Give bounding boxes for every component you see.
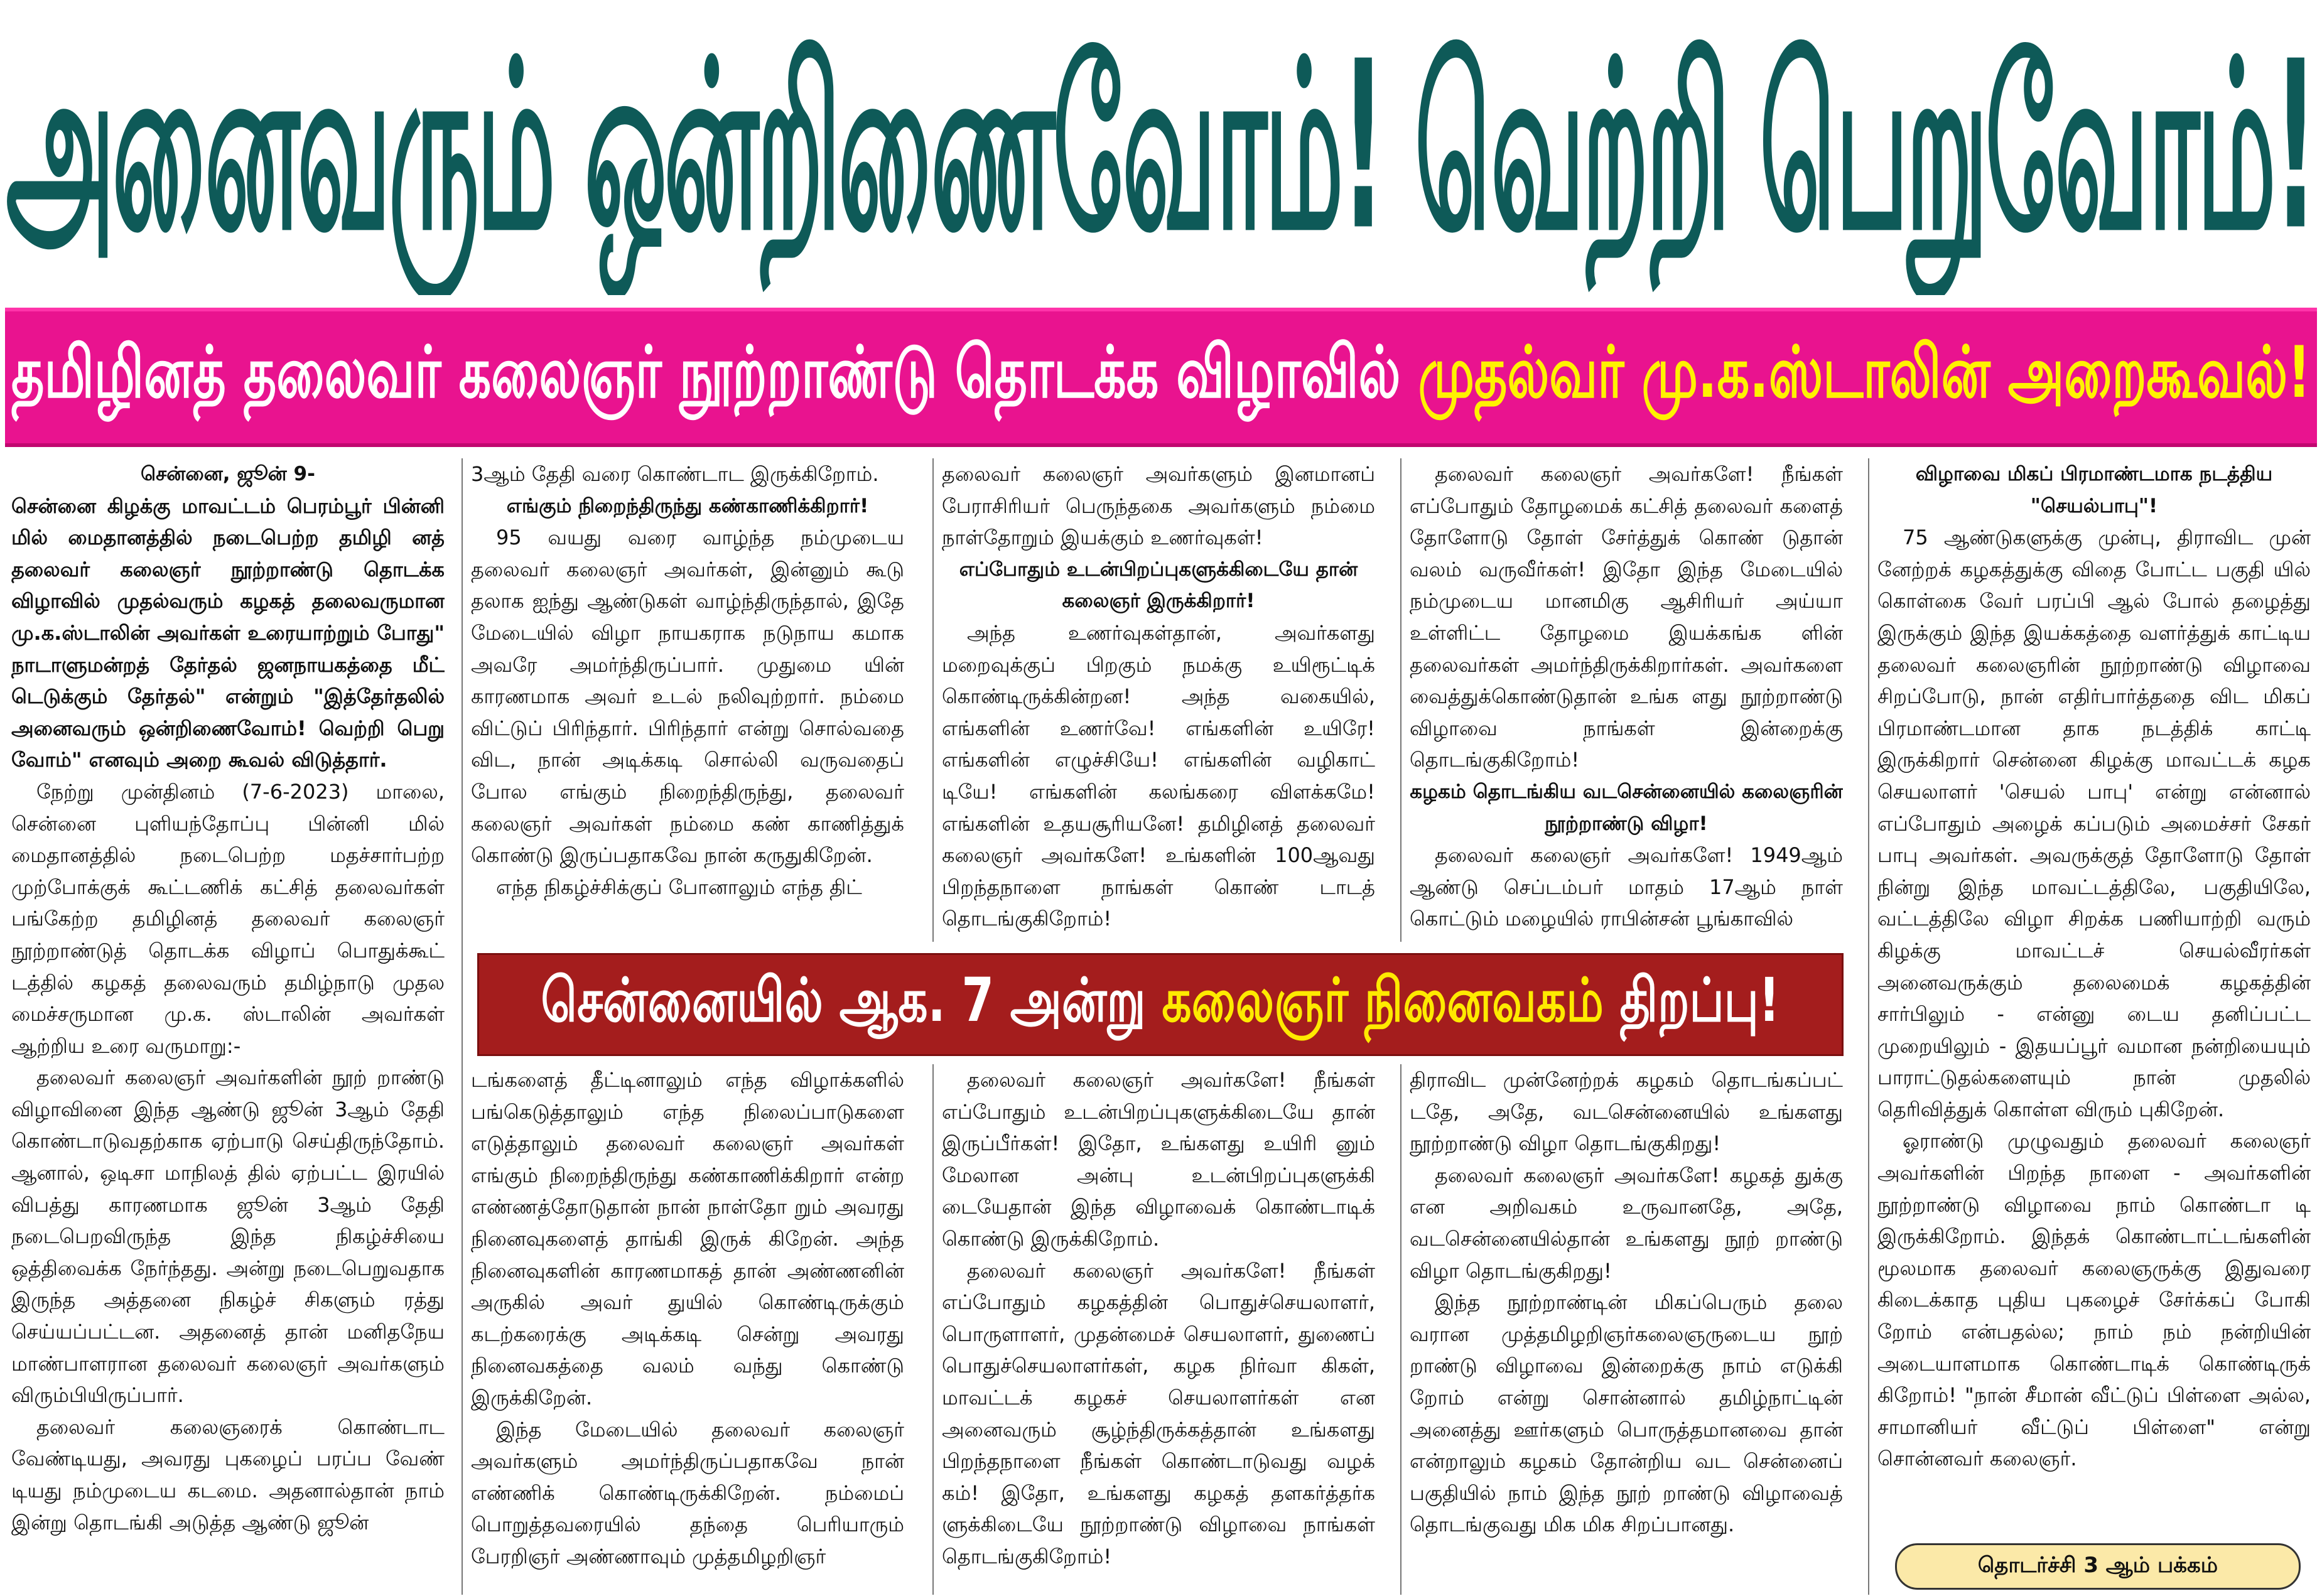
subheadline-banner bbox=[5, 308, 2317, 447]
paragraph: நேற்று முன்தினம் (7-6-2023) மாலை, சென்னை புளியந்தோப்பு பின்னி மில் மைதானத்தில் நடைபெற்ற மதச்சார்பற்ற முற்போக்குக் கூட்டணிக் கட்சித் தலைவர்கள் பங்கேற்ற தமிழினத் தலைவர் கலைஞர் நூற்றாண்டுத் தொடக்க விழாப் பொதுக்கூட் டத்தில் கழகத் தலைவரும் தமிழ்நாடு முதல மைச்சருமான மு.க. ஸ்டாலின் அவர்கள் ஆற்றிய உரை வருமாறு:- bbox=[11, 779, 445, 1058]
column-rule bbox=[1400, 1064, 1401, 1595]
paragraph: டங்களைத் தீட்டினாலும் எந்த விழாக்களில் பங்கெடுத்தாலும் எந்த நிலைப்பாடுகளை எடுத்தாலும் தலைவர் கலைஞர் அவர்கள் எங்கும் நிறைந்திருந்து கண்காணிக்கிறார் என்ற எண்ணத்தோடுதான் நான் நாள்தோ றும் அவரது நினைவுகளைத் தாங்கி இருக் கிறேன். அந்த நினைவுகளின் காரணமாகத் தான் அண்ணனின் அருகில் அவர் துயில் கொண்டிருக்கும் கடற்கரைக்கு அடிக்கடி சென்று அவரது நினைவகத்தை வலம் வந்து கொண்டு இருக்கிறேன். bbox=[471, 1068, 904, 1410]
article-column-4 bbox=[1410, 458, 1843, 942]
paragraph: 75 ஆண்டுகளுக்கு முன்பு, திராவிட முன் னேற்றக் கழகத்துக்கு விதை போட்ட பகுதி யில் கொள்கை வேர் பரப்பி ஆல் போல் தழைத்து இருக்கும் இந்த இயக்கத்தை வளர்த்துக் காட்டிய தலைவர் கலைஞரின் நூற்றாண்டு விழாவை சிறப்போடு, நான் எதிர்பார்த்ததை விட மிகப் பிரமாண்டமான தாக நடத்திக் காட்டி இருக்கிறார் சென்னை கிழக்கு மாவட்டக் கழக செயலாளர் 'செயல் பாபு' என்று என்னால் எப்போதும் அழைக் கப்படும் அமைச்சர் சேகர் பாபு அவர்கள். அவருக்குத் தோளோடு தோள் நின்று இந்த மாவட்டத்திலே, பகுதியிலே, வட்டத்திலே விழா சிறக்க பணியாற்றி வரும் கிழக்கு மாவட்டச் செயல்வீரர்கள் அனைவருக்கும் தலைமைக் கழகத்தின் சார்பிலும் - என்னு டைய தனிப்பட்ட முறையிலும் - இதயப்பூர் வமான நன்றியையும் பாராட்டுதல்களையும் நான் முதலில் தெரிவித்துக் கொள்ள விரும் புகிறேன். bbox=[1877, 526, 2311, 1121]
banner-text-white: தமிழினத் தலைவர் கலைஞர் நூற்றாண்டு தொடக்க விழாவில் bbox=[11, 330, 1418, 414]
inset-text-white: சென்னையில் ஆக. 7 அன்று bbox=[541, 965, 1162, 1036]
paragraph: எந்த நிகழ்ச்சிக்குப் போனாலும் எந்த திட் bbox=[496, 875, 862, 899]
paragraph: இந்த மேடையில் தலைவர் கலைஞர் அவர்களும் அமர்ந்திருப்பதாகவே நான் எண்ணிக் கொண்டிருக்கிறேன். நம்மைப் பொறுத்தவரையில் தந்தை பெரியாரும் பேரறிஞர் அண்ணாவும் முத்தமிழறிஞர் bbox=[471, 1417, 904, 1568]
dateline: சென்னை, ஜூன் 9- bbox=[141, 463, 315, 485]
column-rule bbox=[462, 458, 463, 1595]
subheading: எப்போதும் உடன்பிறப்புகளுக்கிடையே தான் கலைஞர் இருக்கிறார்! bbox=[959, 558, 1358, 613]
column-rule bbox=[932, 1064, 934, 1595]
article-column-2 bbox=[471, 458, 904, 942]
article-column-5 bbox=[1877, 458, 2311, 1513]
article-column-4-lower bbox=[1410, 1064, 1843, 1595]
article-column-3-lower bbox=[942, 1064, 1375, 1595]
article-column-1 bbox=[11, 458, 445, 1595]
inset-banner bbox=[477, 953, 1844, 1056]
paragraph: தலைவர் கலைஞர் அவர்களே! நீங்கள் எப்போதும் உடன்பிறப்புகளுக்கிடையே தான் இருப்பீர்கள்! இதோ, உங்களது உயிரி னும் மேலான அன்பு உடன்பிறப்புகளுக்கி டையேதான் இந்த விழாவைக் கொண்டாடிக் கொண்டு இருக்கிறோம். bbox=[942, 1068, 1375, 1251]
lead-paragraph: சென்னை கிழக்கு மாவட்டம் பெரம்பூர் பின்னி மில் மைதானத்தில் நடைபெற்ற தமிழி னத் தலைவர் கலைஞர் நூற்றாண்டு தொடக்க விழாவில் முதல்வரும் கழகத் தலைவருமான மு.க.ஸ்டாலின் அவர்கள் உரையாற்றும் போது" நாடாளுமன்றத் தேர்தல் ஜனநாயகத்தை மீட் டெடுக்கும் தேர்தல்" என்றும் "இத்தேர்தலில் அனைவரும் ஒன்றிணைவோம்! வெற்றி பெறு வோம்" எனவும் அறை கூவல் விடுத்தார். bbox=[11, 493, 445, 772]
paragraph: தலைவர் கலைஞர் அவர்களே! 1949ஆம் ஆண்டு செப்டம்பர் மாதம் 17ஆம் நாள் கொட்டும் மழையில் ராபின்சன் பூங்காவில் bbox=[1410, 843, 1843, 931]
paragraph: அந்த உணர்வுகள்தான், அவர்களது மறைவுக்குப் பிறகும் நமக்கு உயிரூட்டிக் கொண்டிருக்கின்றன! அந்த வகையில், எங்களின் உணர்வே! எங்களின் உயிரே! எங்களின் எழுச்சியே! எங்களின் வழிகாட் டியே! எங்களின் கலங்கரை விளக்கமே! எங்களின் உதயசூரியனே! தமிழினத் தலைவர் கலைஞர் அவர்களே! உங்களின் 100ஆவது பிறந்தநாளை நாங்கள் கொண் டாடத் தொடங்குகிறோம்! bbox=[942, 620, 1375, 931]
article-column-3 bbox=[942, 458, 1375, 942]
article-column-2-lower bbox=[471, 1064, 904, 1595]
continued-badge: தொடர்ச்சி 3 ஆம் பக்கம் bbox=[1895, 1543, 2301, 1590]
paragraph: திராவிட முன்னேற்றக் கழகம் தொடங்கப்பட் டதே, அதே, வடசென்னையில் உங்களது நூற்றாண்டு விழா தொடங்குகிறது! bbox=[1410, 1068, 1843, 1156]
paragraph: இந்த நூற்றாண்டின் மிகப்பெரும் தலை வரான முத்தமிழறிஞர்கலைஞருடைய நூற் றாண்டு விழாவை இன்றைக்கு நாம் எடுக்கி றோம் என்று சொன்னால் தமிழ்நாட்டின் அனைத்து ஊர்களும் பொருத்தமானவை தான் என்றாலும் கழகம் தோன்றிய வட சென்னைப் பகுதியில் நாம் இந்த நூற் றாண்டு விழாவைத் தொடங்குவது மிக மிக சிறப்பானது. bbox=[1410, 1290, 1843, 1537]
banner-text-yellow: முதல்வர் மு.க.ஸ்டாலின் அறைகூவல்! bbox=[1418, 330, 2311, 414]
paragraph: தலைவர் கலைஞர் அவர்களே! கழகத் துக்கு என அறிவகம் உருவானதே, அதே, வடசென்னையில்தான் உங்களது நூற் றாண்டு விழா தொடங்குகிறது! bbox=[1410, 1163, 1843, 1283]
column-rule bbox=[1868, 458, 1869, 1595]
paragraph: 3ஆம் தேதி வரை கொண்டாட இருக்கிறோம். bbox=[471, 462, 879, 486]
subheading: எங்கும் நிறைந்திருந்து கண்காணிக்கிறார்! bbox=[506, 494, 869, 517]
paragraph: தலைவர் கலைஞர் அவர்களும் இனமானப் பேராசிரியர் பெருந்தகை அவர்களும் நம்மை நாள்தோறும் இயக்கும் உணர்வுகள்! bbox=[942, 462, 1375, 550]
paragraph: தலைவர் கலைஞரைக் கொண்டாட வேண்டியது, அவரது புகழைப் பரப்ப வேண் டியது நம்முடைய கடமை. அதனால்தான் நாம் இன்று தொடங்கி அடுத்த ஆண்டு ஜூன் bbox=[11, 1415, 445, 1534]
paragraph: தலைவர் கலைஞர் அவர்களே! நீங்கள் எப்போதும் கழகத்தின் பொதுச்செயலாளர், பொருளாளர், முதன்மைச் செயலாளர், துணைப் பொதுச்செயலாளர்கள், கழக நிர்வா கிகள், மாவட்டக் கழகச் செயலாளர்கள் என அனைவரும் சூழ்ந்திருக்கத்தான் உங்களது பிறந்தநாளை நீங்கள் கொண்டாடுவது வழக் கம்! இதோ, உங்களது கழகத் தளகர்த்தர்க ளுக்கிடையே நூற்றாண்டு விழாவை நாங்கள் தொடங்குகிறோம்! bbox=[942, 1258, 1375, 1568]
paragraph: ஓராண்டு முழுவதும் தலைவர் கலைஞர் அவர்களின் பிறந்த நாளை - அவர்களின் நூற்றாண்டு விழாவை நாம் கொண்டா டி இருக்கிறோம். இந்தக் கொண்டாட்டங்களின் மூலமாக தலைவர் கலைஞருக்கு இதுவரை கிடைக்காத புதிய புகழைச் சேர்க்கப் போகி றோம் என்பதல்ல; நாம் நம் நன்றியின் அடையாளமாக கொண்டாடிக் கொண்டிருக் கிறோம்! "நான் சீமான் வீட்டுப் பிள்ளை அல்ல, சாமானியர் வீட்டுப் பிள்ளை" என்று சொன்னவர் கலைஞர். bbox=[1877, 1129, 2311, 1471]
subheading: விழாவை மிகப் பிரமாண்டமாக நடத்திய "செயல்பாபு"! bbox=[1915, 463, 2273, 517]
paragraph: 95 வயது வரை வாழ்ந்த நம்முடைய தலைவர் கலைஞர் அவர்கள், இன்னும் கூடு தலாக ஐந்து ஆண்டுகள் வாழ்ந்திருந்தால், இதே மேடையில் விழா நாயகராக நடுநாய கமாக அவரே அமர்ந்திருப்பார். முதுமை யின் காரணமாக அவர் உடல் நலிவுற்றார். நம்மை விட்டுப் பிரிந்தார். பிரிந்தார் என்று சொல்வதை விட, நான் அடிக்கடி சொல்லி வருவதைப் போல எங்கும் நிறைந்திருந்து, தலைவர் கலைஞர் அவர்கள் நம்மை கண் காணித்துக் கொண்டு இருப்பதாகவே நான் கருதுகிறேன். bbox=[471, 526, 904, 868]
main-headline: அனைவரும் ஒன்றிணைவோம்! வெற்றி பெறுவோம்! bbox=[6, 12, 2316, 282]
column-rule bbox=[1400, 458, 1401, 942]
inset-text-yellow: கலைஞர் நினைவகம் bbox=[1162, 965, 1620, 1036]
inset-text-white-end: திறப்பு! bbox=[1619, 965, 1780, 1036]
paragraph: தலைவர் கலைஞர் அவர்களின் நூற் றாண்டு விழாவினை இந்த ஆண்டு ஜூன் 3ஆம் தேதி கொண்டாடுவதற்காக ஏற்பாடு செய்திருந்தோம். ஆனால், ஒடிசா மாநிலத் தில் ஏற்பட்ட இரயில் விபத்து காரணமாக ஜூன் 3ஆம் தேதி நடைபெறவிருந்த இந்த நிகழ்ச்சியை ஒத்திவைக்க நேர்ந்தது. அன்று நடைபெறுவதாக இருந்த அத்தனை நிகழ்ச் சிகளும் ரத்து செய்யப்பட்டன. அதனைத் தான் மனிதநேய மாண்பாளரான தலைவர் கலைஞர் அவர்களும் விரும்பியிருப்பார். bbox=[11, 1065, 445, 1408]
subheading: கழகம் தொடங்கிய வடசென்னையில் கலைஞரின் நூற்றாண்டு விழா! bbox=[1410, 780, 1843, 835]
column-rule bbox=[932, 458, 934, 942]
paragraph: தலைவர் கலைஞர் அவர்களே! நீங்கள் எப்போதும் தோழமைக் கட்சித் தலைவர் களைத் தோளோடு தோள் சேர்த்துக் கொண் டுதான் வலம் வருவீர்கள்! இதோ இந்த மேடையில் நம்முடைய மானமிகு ஆசிரியர் அய்யா உள்ளிட்ட தோழமை இயக்கங்க ளின் தலைவர்கள் அமர்ந்திருக்கிறார்கள். அவர்களை வைத்துக்கொண்டுதான் உங்க ளது நூற்றாண்டு விழாவை நாங்கள் இன்றைக்கு தொடங்குகிறோம்! bbox=[1410, 462, 1843, 772]
